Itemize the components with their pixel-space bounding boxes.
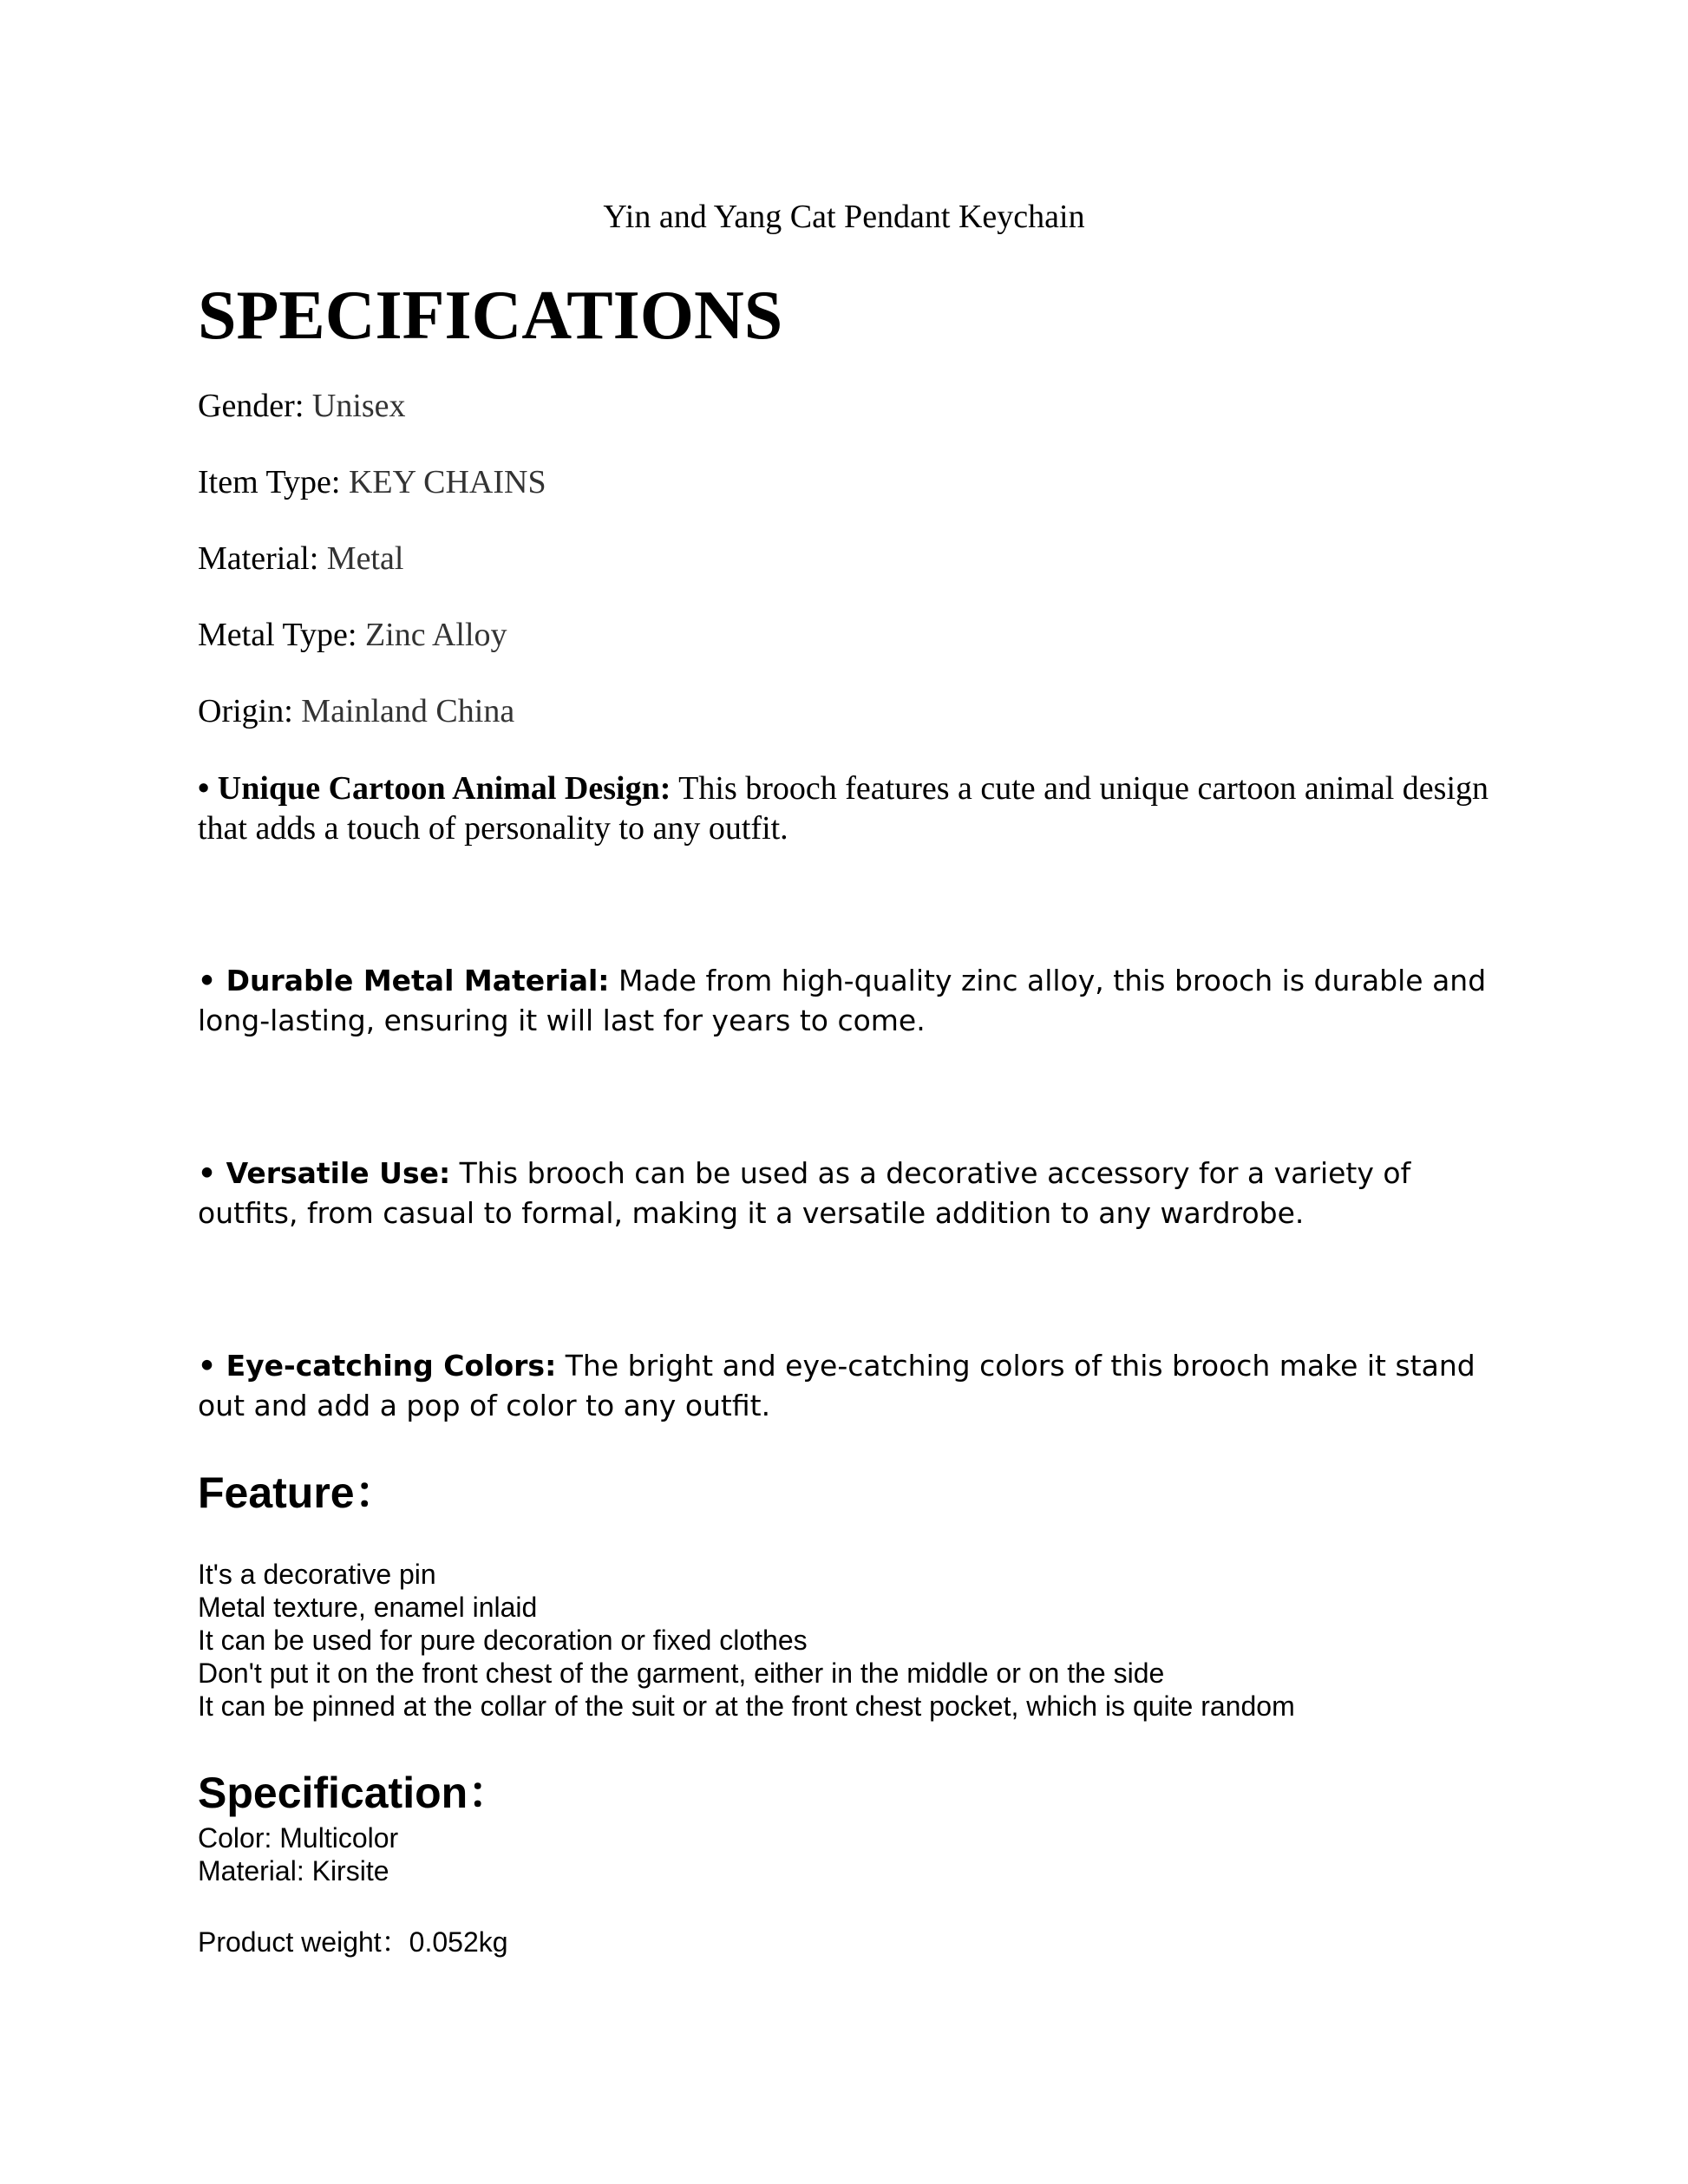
product-weight: Product weight：0.052kg bbox=[198, 1926, 508, 1958]
specification-heading: Specification： bbox=[198, 1769, 512, 1817]
spec-item-type bbox=[198, 463, 546, 501]
specification-line: Material: Kirsite bbox=[198, 1855, 389, 1886]
bullet-text: Made from high-quality zinc alloy, this brooch is durable and long-lasting, ensuring it will last for years to come. bbox=[198, 964, 1487, 1037]
spec-label: Item Type: bbox=[198, 464, 349, 500]
specification-list bbox=[198, 1821, 398, 1887]
bullet-label: • Eye-catching Colors: bbox=[198, 1349, 557, 1383]
spec-value: Zinc Alloy bbox=[364, 617, 507, 653]
feature-heading: Feature： bbox=[198, 1468, 398, 1517]
spec-label: Metal Type: bbox=[198, 617, 365, 653]
bullet-text: This brooch can be used as a decorative accessory for a variety of outfits, from casual to formal, making it a versatile addition to any wardrobe. bbox=[198, 1156, 1411, 1230]
bullet-label: • Versatile Use: bbox=[198, 1156, 451, 1190]
spec-gender bbox=[198, 387, 406, 425]
bullet-eye-catching-colors bbox=[198, 1346, 1490, 1426]
feature-line: It can be used for pure decoration or fixed clothes bbox=[198, 1625, 808, 1656]
spec-metal-type bbox=[198, 616, 507, 654]
spec-value: KEY CHAINS bbox=[348, 464, 546, 500]
document-title: Yin and Yang Cat Pendant Keychain bbox=[603, 199, 1085, 235]
feature-line: It can be pinned at the collar of the suit or at the front chest pocket, which is quite random bbox=[198, 1690, 1295, 1722]
spec-material bbox=[198, 539, 403, 578]
bullet-text: This brooch features a cute and unique cartoon animal design that adds a touch of personality to any outfit. bbox=[198, 770, 1489, 847]
bullet-durable-material bbox=[198, 961, 1490, 1041]
specifications-heading: SPECIFICATIONS bbox=[198, 278, 783, 354]
spec-value: Metal bbox=[326, 540, 404, 577]
bullet-unique-design bbox=[198, 768, 1490, 848]
feature-list bbox=[198, 1558, 1295, 1723]
spec-value: Unisex bbox=[311, 388, 406, 424]
spec-label: Material: bbox=[198, 540, 327, 577]
spec-label: Gender: bbox=[198, 388, 312, 424]
bullet-label: • Unique Cartoon Animal Design: bbox=[198, 770, 671, 807]
feature-line: Don't put it on the front chest of the garment, either in the middle or on the side bbox=[198, 1658, 1165, 1689]
bullet-text: The bright and eye-catching colors of this brooch make it stand out and add a pop of color to any outfit. bbox=[198, 1349, 1475, 1422]
bullet-versatile-use bbox=[198, 1154, 1490, 1233]
feature-line: Metal texture, enamel inlaid bbox=[198, 1592, 538, 1623]
feature-line: It's a decorative pin bbox=[198, 1559, 436, 1590]
bullet-label: • Durable Metal Material: bbox=[198, 964, 610, 997]
spec-label: Origin: bbox=[198, 693, 302, 729]
spec-origin bbox=[198, 692, 514, 730]
specification-line: Color: Multicolor bbox=[198, 1822, 399, 1854]
spec-value: Mainland China bbox=[301, 693, 515, 729]
